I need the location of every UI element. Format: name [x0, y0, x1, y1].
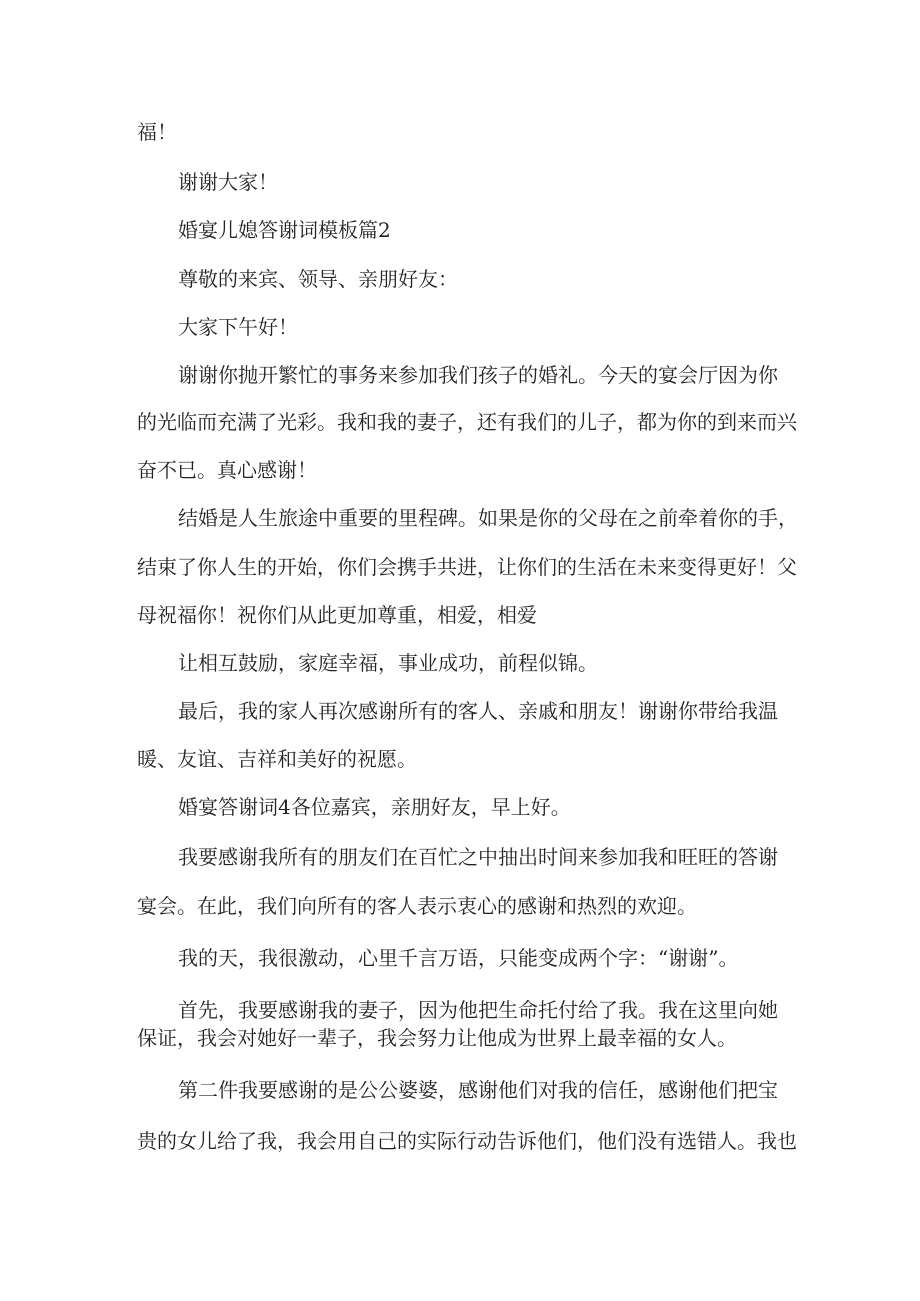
text-line: 奋不已。真心感谢！: [137, 458, 317, 482]
text-line: 暖、友谊、吉祥和美好的祝愿。: [137, 747, 417, 771]
text-line: 宴会。在此，我们向所有的客人表示衷心的感谢和热烈的欢迎。: [137, 894, 697, 918]
text-line: 福！: [137, 120, 177, 144]
text-line: 保证，我会对她好一辈子，我会努力让他成为世界上最幸福的女人。: [137, 1026, 737, 1050]
section-heading: 婚宴儿媳答谢词模板篇2: [178, 218, 391, 242]
text-line: 谢谢你抛开繁忙的事务来参加我们孩子的婚礼。今天的宴会厅因为你: [178, 363, 778, 387]
text-line: 尊敬的来宾、领导、亲朋好友：: [178, 267, 458, 291]
text-line: 谢谢大家！: [178, 170, 278, 194]
text-line: 首先，我要感谢我的妻子，因为他把生命托付给了我。我在这里向她: [178, 998, 778, 1022]
section-heading: 婚宴答谢词4各位嘉宾，亲朋好友，早上好。: [178, 795, 571, 819]
text-line: 的光临而充满了光彩。我和我的妻子，还有我们的儿子，都为你的到来而兴: [137, 410, 797, 434]
text-line: 结婚是人生旅途中重要的里程碑。如果是你的父母在之前牵着你的手，: [178, 506, 798, 530]
text-line: 我要感谢我所有的朋友们在百忙之中抽出时间来参加我和旺旺的答谢: [178, 845, 778, 869]
text-line: 我的天，我很激动，心里千言万语，只能变成两个字：“谢谢”。: [178, 946, 739, 970]
text-line: 大家下午好！: [178, 315, 298, 339]
text-line: 最后，我的家人再次感谢所有的客人、亲戚和朋友！谢谢你带给我温: [178, 699, 778, 723]
text-line: 母祝福你！祝你们从此更加尊重，相爱，相爱: [137, 603, 537, 627]
text-line: 第二件我要感谢的是公公婆婆，感谢他们对我的信任，感谢他们把宝: [178, 1078, 778, 1102]
text-line: 结束了你人生的开始，你们会携手共进，让你们的生活在未来变得更好！父: [137, 555, 797, 579]
text-line: 让相互鼓励，家庭幸福，事业成功，前程似锦。: [178, 651, 598, 675]
text-line: 贵的女儿给了我，我会用自己的实际行动告诉他们，他们没有选错人。我也: [137, 1129, 797, 1153]
